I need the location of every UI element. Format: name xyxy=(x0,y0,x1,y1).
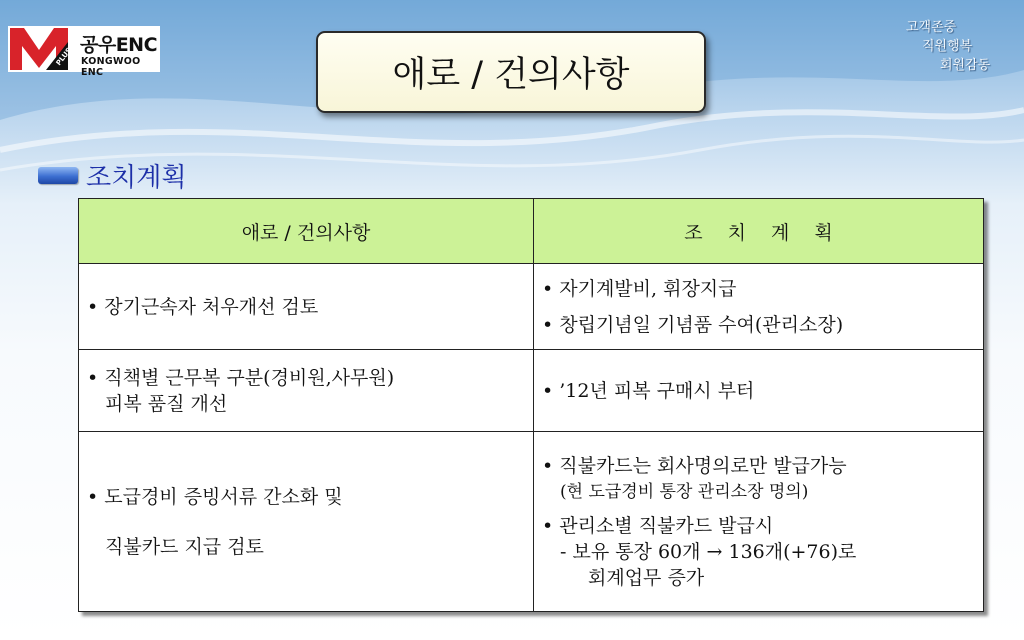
action-plan-table xyxy=(78,198,984,612)
issue-text: 피복 품질 개선 xyxy=(105,392,228,415)
section-title: 조치계획 xyxy=(86,163,187,193)
plan-cell xyxy=(534,350,984,432)
plan-text: • 직불카드는 회사명의로만 발급가능 xyxy=(542,454,847,477)
header-plan: 조 치 계 획 xyxy=(534,199,984,264)
logo-badge: PLUS xyxy=(54,46,74,68)
slogan-line-1: 고객존중 xyxy=(906,20,957,35)
section-heading xyxy=(38,157,186,194)
plan-text: - 보유 통장 60개 → 136개(+76)로 xyxy=(560,540,857,563)
page-title-box xyxy=(316,31,706,113)
logo-m-mark-icon xyxy=(10,28,74,70)
table-row xyxy=(79,264,984,350)
table-row xyxy=(79,350,984,432)
logo-name: 공우ENC xyxy=(80,34,158,56)
section-bullet-icon xyxy=(38,167,78,184)
logo-subtitle: KONGWOO ENC xyxy=(81,56,141,78)
plan-text: (현 도급경비 통장 관리소장 명의) xyxy=(560,481,809,502)
header-issue: 애로 / 건의사항 xyxy=(79,199,534,264)
slogan-line-3: 회원감동 xyxy=(940,58,991,73)
issue-cell xyxy=(79,264,534,350)
plan-cell xyxy=(534,432,984,612)
slogan-line-2: 직원행복 xyxy=(922,39,973,54)
company-logo xyxy=(8,26,160,78)
plan-text: • ’12년 피복 구매시 부터 xyxy=(542,379,755,402)
issue-text: 직불카드 지급 검토 xyxy=(105,535,264,558)
plan-text: • 창립기념일 기념품 수여(관리소장) xyxy=(542,313,844,336)
table-header-row xyxy=(79,199,984,264)
issue-text: • 직책별 근무복 구분(경비원,사무원) xyxy=(87,366,395,389)
table-row xyxy=(79,432,984,612)
issue-text: • 장기근속자 처우개선 검토 xyxy=(87,295,319,318)
page-title: 애로 / 건의사항 xyxy=(392,55,630,95)
issue-cell xyxy=(79,432,534,612)
plan-cell xyxy=(534,264,984,350)
plan-text: • 자기계발비, 휘장지급 xyxy=(542,277,737,300)
issue-cell xyxy=(79,350,534,432)
plan-text: 회계업무 증가 xyxy=(588,566,705,589)
plan-text: • 관리소별 직불카드 발급시 xyxy=(542,514,774,537)
issue-text: • 도급경비 증빙서류 간소화 및 xyxy=(87,485,343,508)
